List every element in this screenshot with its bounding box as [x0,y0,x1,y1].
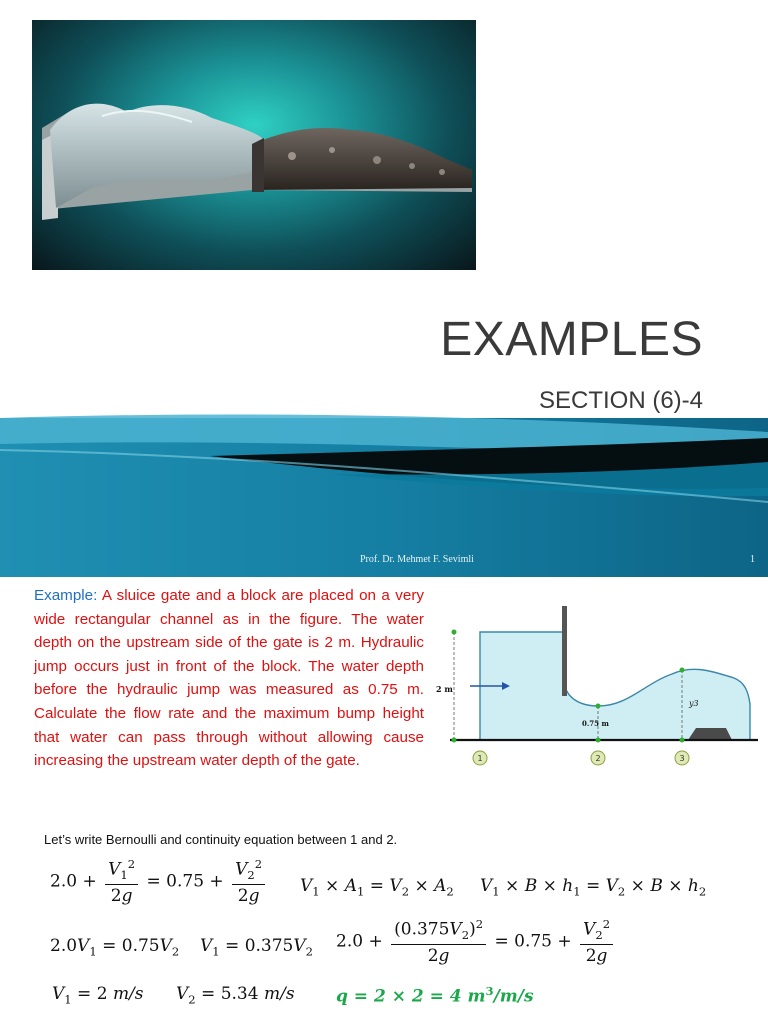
depth-marker-bottom-1 [452,738,457,743]
channel-render-graphic [32,20,476,270]
problem-label: Example: [34,587,98,604]
continuity-equation: $V_1 \times A_1 = V_2 \times A_2$ [300,876,454,899]
depth-marker-top-3 [680,668,685,673]
footer-page-number: 1 [750,554,755,565]
footer-author: Prof. Dr. Mehmet F. Sevimli [360,554,474,565]
station-1-label: 1 [477,754,483,763]
depth-marker-top-2 [596,704,601,709]
sluice-gate-figure [432,600,762,770]
station-3-label: 3 [679,754,685,763]
substituted-bernoulli-equation: 2.0 + $\frac{(0.375V_2)^2}{2g}$ = 0.75 + $\frac{V_2^2}{2g}$ [336,918,616,966]
slide-subtitle: SECTION (6)-4 [538,387,703,414]
flow-rate-result: q = 2 × 2 = 4 $m^3/m/s$ [336,984,534,1007]
blue-swoosh-band [0,410,768,577]
hero-channel-render-image [32,20,476,270]
depth-label-3: y3 [689,699,699,708]
station-2-label: 2 [595,754,601,763]
velocity-relation-equation: $2.0V_1 = 0.75V_2$ [50,936,180,959]
depth-label-before-jump: 0.75 m [582,719,609,728]
depth-marker-bottom-2 [596,738,601,743]
problem-statement [34,584,424,773]
sluice-gate [562,606,567,696]
depth-marker-bottom-3 [680,738,685,743]
continuity-width-equation: $V_1 \times B \times h_1 = V_2 \times B \times h_2$ [480,876,707,899]
bernoulli-equation: 2.0 + $\frac{V_1^2}{2g}$ = 0.75 + $\frac{V_2^2}{2g}$ [50,858,268,906]
depth-marker-top-1 [452,630,457,635]
derivation-intro: Let’s write Bernoulli and continuity equation between 1 and 2. [44,832,398,847]
slide-title: EXAMPLES [440,313,703,366]
depth-label-upstream: 2 m [436,684,453,694]
v1-expression: $V_1 = 0.375V_2$ [200,936,314,959]
v2-result: $V_2 = 5.34$ m/s [176,984,295,1007]
water-region [480,632,750,740]
v1-result: $V_1 = 2$ m/s [52,984,144,1007]
problem-text: A sluice gate and a block are placed on a very wide rectangular channel as in the figure. The water depth on the upstream side of the gate is 2 m. Hydraulic jump occurs just in front of the block. The water depth before the hydraulic jump was measured as 0.75 m. Calculate the flow rate and the maximum bump height that water can pass through without allowing cause increasing the upstream water depth of the gate. [34,587,424,770]
